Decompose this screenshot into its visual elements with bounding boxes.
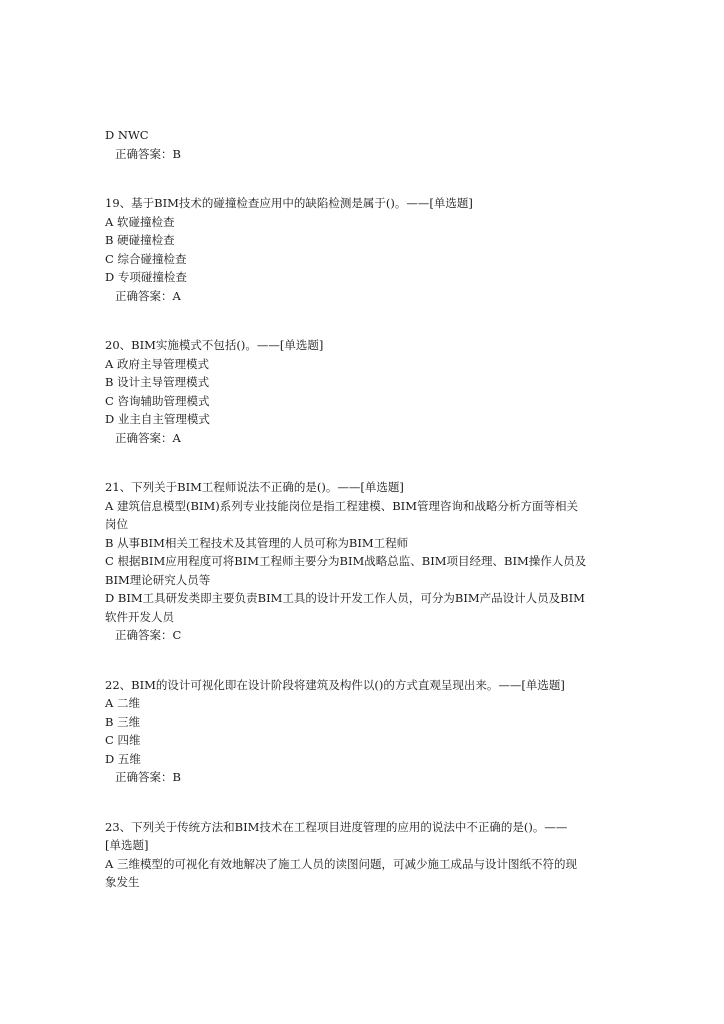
option-c: C 四维	[105, 733, 141, 747]
question-23	[105, 818, 620, 892]
correct-answer: 正确答案：B	[115, 770, 181, 784]
correct-answer: 正确答案：B	[115, 146, 181, 161]
correct-answer: 正确答案：C	[115, 628, 182, 642]
option-a-continued: 象发生	[105, 875, 140, 889]
question-20	[105, 336, 620, 447]
question-22	[105, 676, 620, 787]
question-title: 22、BIM的设计可视化即在设计阶段将建筑及构件以()的方式直观呈现出来。——[单选题]	[105, 677, 565, 692]
option-b: B 从事BIM相关工程技术及其管理的人员可称为BIM工程师	[105, 535, 409, 550]
option-b: B 三维	[105, 714, 141, 729]
option-c-continued: BIM理论研究人员等	[105, 572, 211, 587]
option-d: D BIM工具研发类即主要负责BIM工具的设计开发工作人员，可分为BIM产品设计人员及BIM	[105, 591, 585, 605]
option-c: C 根据BIM应用程度可将BIM工程师主要分为BIM战略总监、BIM项目经理、BIM操作人员及	[105, 554, 587, 568]
option-d: D 专项碰撞检查	[105, 270, 187, 284]
question-title: 20、BIM实施模式不包括()。——[单选题]	[105, 338, 324, 352]
question-title-continued: [单选题]	[105, 838, 149, 852]
question-21	[105, 478, 620, 645]
option-d: D NWC	[105, 128, 149, 142]
question-title: 19、基于BIM技术的碰撞检查应用中的缺陷检测是属于()。——[单选题]	[105, 196, 473, 210]
option-a-continued: 岗位	[105, 517, 128, 531]
question-title: 23、下列关于传统方法和BIM技术在工程项目进度管理的应用的说法中不正确的是()。——	[105, 819, 568, 834]
option-d: D 业主自主管理模式	[105, 412, 210, 426]
option-a: A 三维模型的可视化有效地解决了施工人员的读图问题，可减少施工成品与设计图纸不符的现	[105, 856, 577, 871]
option-d: D 五维	[105, 751, 141, 766]
option-a: A 政府主导管理模式	[105, 356, 209, 371]
option-c: C 综合碰撞检查	[105, 251, 187, 266]
option-d-continued: 软件开发人员	[105, 609, 174, 624]
question-title: 21、下列关于BIM工程师说法不正确的是()。——[单选题]	[105, 480, 404, 494]
correct-answer: 正确答案：A	[115, 430, 181, 445]
question-list	[105, 126, 620, 923]
option-b: B 设计主导管理模式	[105, 375, 210, 389]
carryover-question	[105, 126, 620, 163]
option-b: B 硬碰撞检查	[105, 233, 175, 247]
option-a: A 建筑信息模型(BIM)系列专业技能岗位是指工程建模、BIM管理咨询和战略分析方面等相关	[105, 498, 578, 513]
option-a: A 软碰撞检查	[105, 214, 175, 229]
correct-answer: 正确答案：A	[115, 288, 181, 303]
option-a: A 二维	[105, 696, 140, 710]
option-c: C 咨询辅助管理模式	[105, 393, 210, 408]
question-19	[105, 194, 620, 305]
